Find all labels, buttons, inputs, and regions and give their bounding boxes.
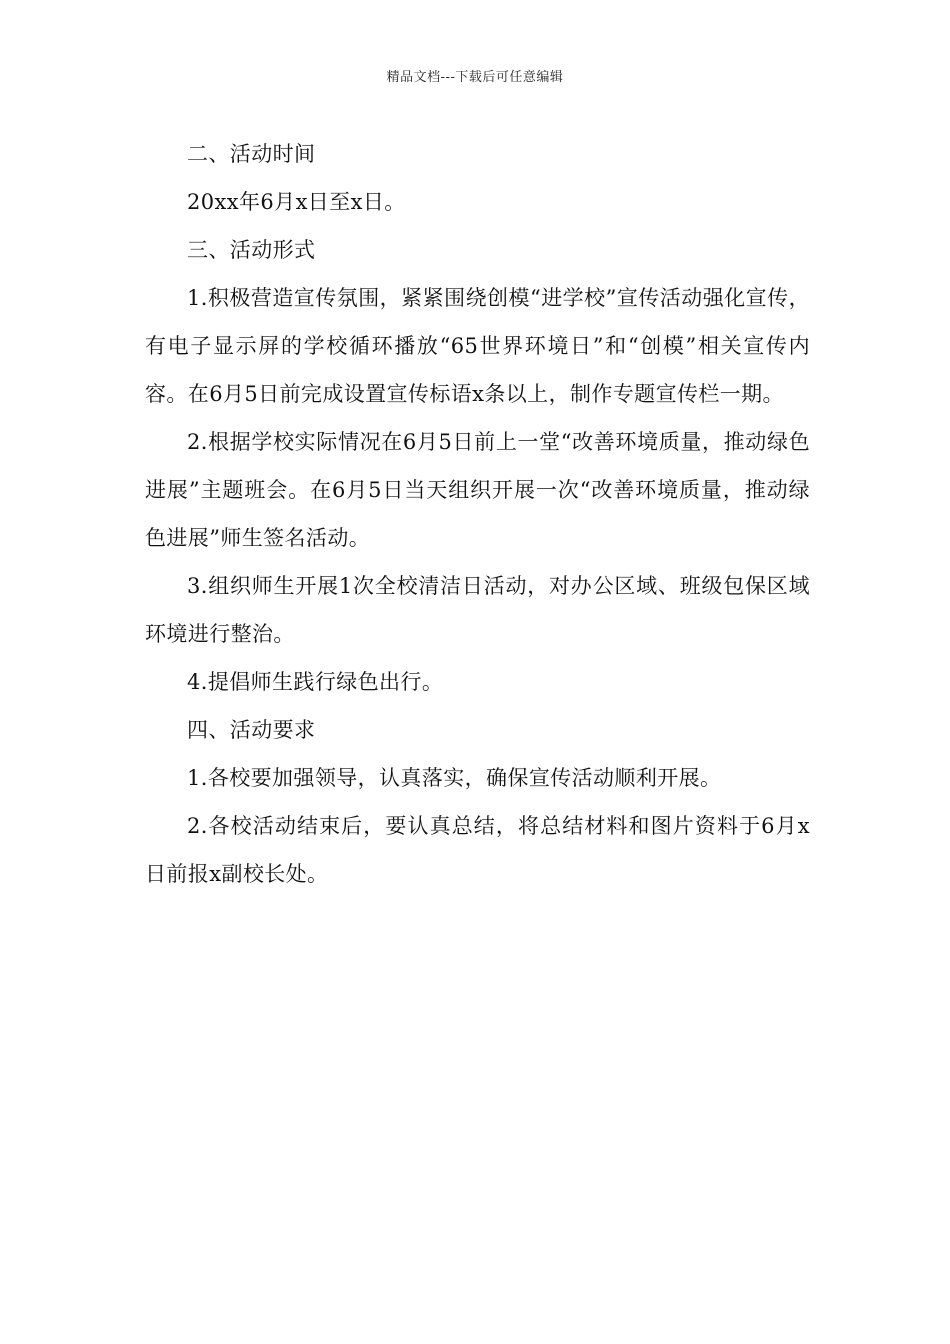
paragraph-requirement-1: 1.各校要加强领导，认真落实，确保宣传活动顺利开展。 — [187, 766, 722, 790]
page-header: 精品文档---下载后可任意编辑 — [386, 70, 564, 85]
section-heading-activity-requirements: 四、活动要求 — [187, 718, 316, 742]
paragraph-form-item-4: 4.提倡师生践行绿色出行。 — [187, 670, 444, 694]
paragraph-form-item-1: 1.积极营造宣传氛围，紧紧围绕创模“进学校”宣传活动强化宣传，有电子显示屏的学校循环播放“65世界环境日”和“创模”相关宣传内容。在6月5日前完成设置宣传标语x条以上，制作专题宣传栏一期。 — [145, 286, 810, 406]
section-heading-activity-form: 三、活动形式 — [187, 238, 316, 262]
section-heading-activity-time: 二、活动时间 — [187, 142, 316, 166]
paragraph-requirement-2: 2.各校活动结束后，要认真总结，将总结材料和图片资料于6月x日前报x副校长处。 — [145, 814, 810, 886]
paragraph-activity-dates: 20xx年6月x日至x日。 — [187, 190, 406, 214]
paragraph-form-item-2: 2.根据学校实际情况在6月5日前上一堂“改善环境质量，推动绿色进展”主题班会。在6月5日当天组织开展一次“改善环境质量，推动绿色进展”师生签名活动。 — [145, 430, 810, 550]
paragraph-form-item-3: 3.组织师生开展1次全校清洁日活动，对办公区域、班级包保区域环境进行整治。 — [145, 574, 810, 646]
document-body — [145, 130, 810, 898]
